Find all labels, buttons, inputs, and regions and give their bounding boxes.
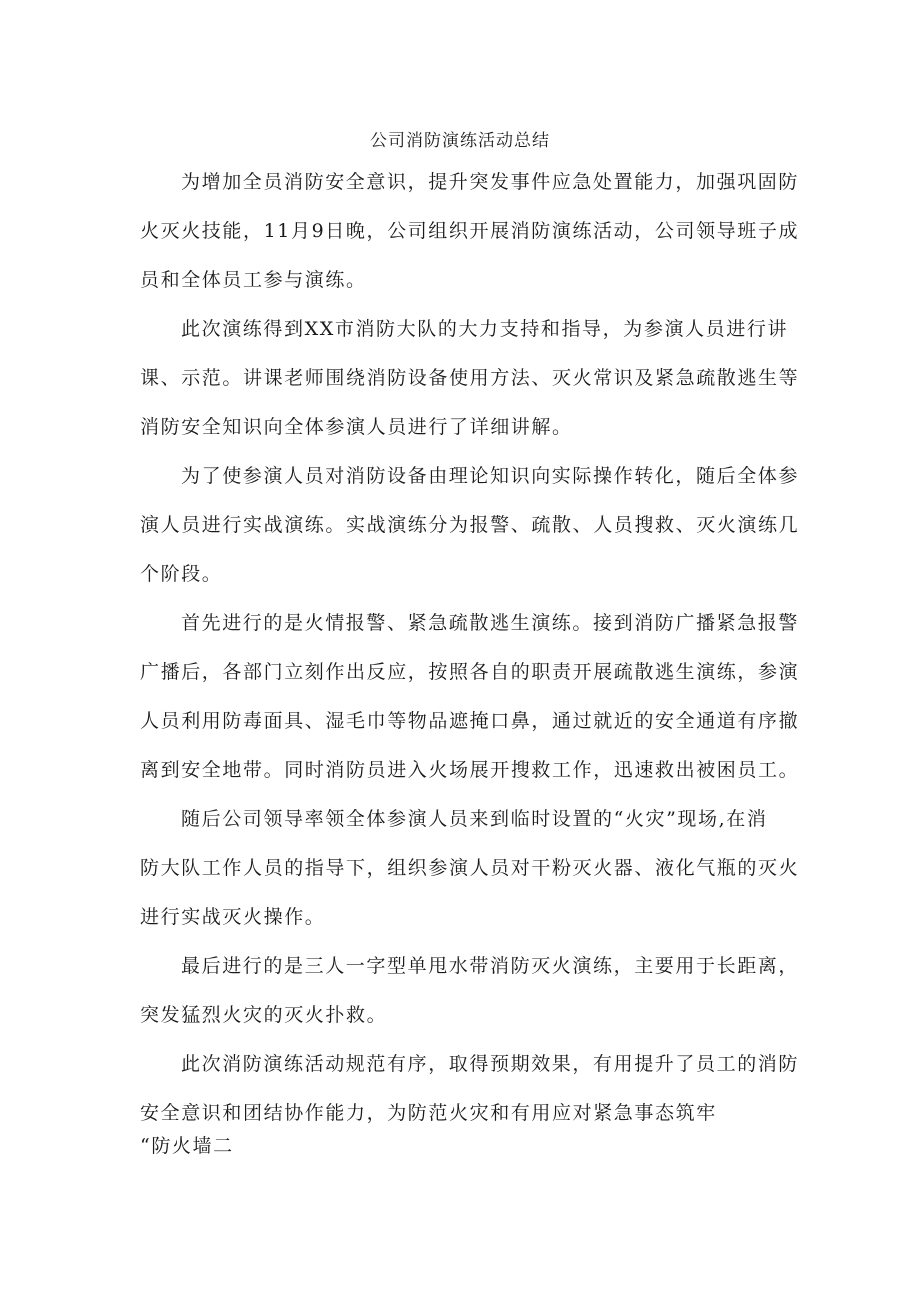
paragraph-1-line-1: 为增加全员消防安全意识，提升突发事件应急处置能力，加强巩固防 [181, 171, 800, 193]
paragraph-5-line-1: 随后公司领导率领全体参演人员来到临时设置的“火灾”现场,在消 [181, 808, 768, 830]
paragraph-2-line-3: 消防安全知识向全体参演人员进行了详细讲解。 [140, 416, 573, 438]
paragraph-2-line-1: 此次演练得到XX市消防大队的大力支持和指导，为参演人员进行讲 [181, 318, 789, 340]
paragraph-5-line-2: 防大队工作人员的指导下，组织参演人员对干粉灭火器、液化气瓶的灭火 [140, 857, 800, 879]
paragraph-1-line-3: 员和全体员工参与演练。 [140, 269, 367, 291]
paragraph-2-line-2: 课、示范。讲课老师围绕消防设备使用方法、灭火常识及紧急疏散逃生等 [140, 367, 800, 389]
paragraph-6-line-1: 最后进行的是三人一字型单甩水带消防灭火演练，主要用于长距离， [181, 955, 800, 977]
paragraph-7-line-2: 安全意识和团结协作能力，为防范火灾和有用应对紧急事态筑牢 [140, 1102, 717, 1124]
paragraph-4-line-2: 广播后，各部门立刻作出反应，按照各自的职责开展疏散逃生演练，参演 [140, 661, 800, 683]
paragraph-5-line-3: 进行实战灭火操作。 [140, 906, 326, 928]
paragraph-4-line-4: 离到安全地带。同时消防员进入火场展开搜救工作，迅速救出被困员工。 [140, 759, 800, 781]
paragraph-4-line-3: 人员利用防毒面具、湿毛巾等物品遮掩口鼻，通过就近的安全通道有序撤 [140, 710, 800, 732]
paragraph-3-line-2: 演人员进行实战演练。实战演练分为报警、疏散、人员搜救、灭火演练几 [140, 514, 800, 536]
trailing-line: “防火墙二 [140, 1135, 234, 1157]
paragraph-7-line-1: 此次消防演练活动规范有序，取得预期效果，有用提升了员工的消防 [181, 1053, 800, 1075]
document-title: 公司消防演练活动总结 [370, 131, 550, 151]
paragraph-3-line-1: 为了使参演人员对消防设备由理论知识向实际操作转化，随后全体参 [181, 465, 800, 487]
paragraph-3-line-3: 个阶段。 [140, 563, 223, 585]
paragraph-4-line-1: 首先进行的是火情报警、紧急疏散逃生演练。接到消防广播紧急报警 [181, 612, 800, 634]
paragraph-1-line-2: 火灭火技能，11月9日晚，公司组织开展消防演练活动，公司领导班子成 [140, 220, 800, 242]
paragraph-6-line-2: 突发猛烈火灾的灭火扑救。 [140, 1004, 388, 1026]
